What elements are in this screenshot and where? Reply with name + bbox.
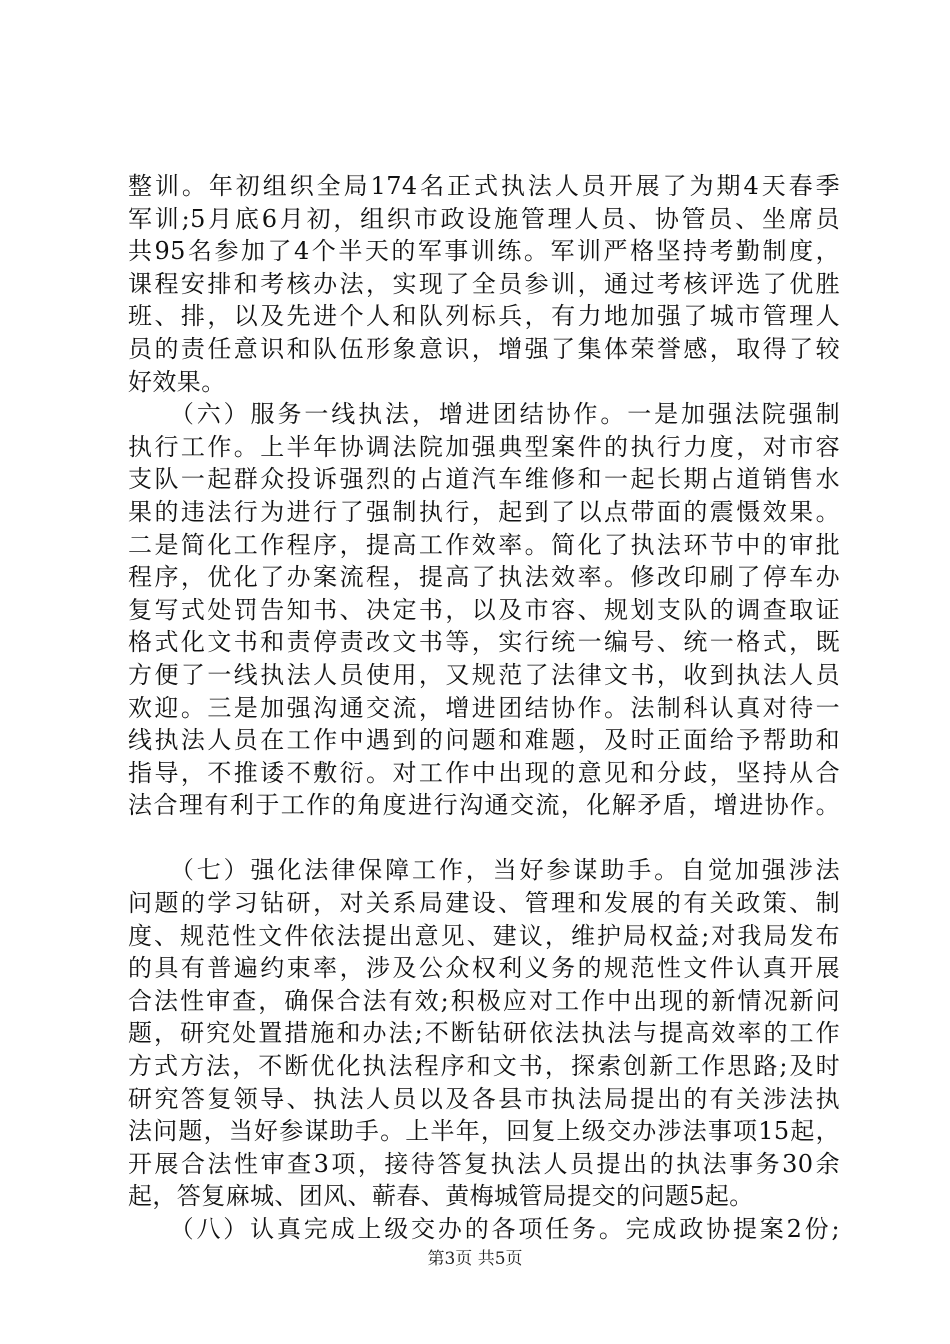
text-line: 起，答复麻城、团风、蕲春、黄梅城管局提交的问题5起。 <box>128 1182 754 1211</box>
text-line: 好效果。 <box>128 367 226 396</box>
text-line: 合法性审查，确保合法有效;积极应对工作中出现的新情况新问 <box>128 986 840 1015</box>
text-line: 果的违法行为进行了强制执行，起到了以点带面的震慑效果。 <box>128 497 840 526</box>
text-line: 班、排，以及先进个人和队列标兵，有力地加强了城市管理人 <box>128 302 840 331</box>
paragraph-block-2 <box>128 854 840 1245</box>
text-line: 共95名参加了4个半天的军事训练。军训严格坚持考勤制度， <box>128 237 840 266</box>
text-line: 格式化文书和责停责改文书等，实行统一编号、统一格式，既 <box>128 628 840 657</box>
paragraph-block-1 <box>128 170 840 822</box>
text-line: 题，研究处置措施和办法;不断钻研依法执法与提高效率的工作 <box>128 1019 840 1048</box>
text-line: 支队一起群众投诉强烈的占道汽车维修和一起长期占道销售水 <box>128 465 840 494</box>
text-line: 执行工作。上半年协调法院加强典型案件的执行力度，对市容 <box>128 432 840 461</box>
text-line: 的具有普遍约束率，涉及公众权利义务的规范性文件认真开展 <box>128 954 840 983</box>
text-line: 复写式处罚告知书、决定书，以及市容、规划支队的调查取证 <box>128 595 840 624</box>
section-heading-line: （六）服务一线执法，增进团结协作。一是加强法院强制 <box>128 400 840 429</box>
page-number: 第3页 共5页 <box>427 1249 523 1269</box>
text-line: 员的责任意识和队伍形象意识，增强了集体荣誉感，取得了较 <box>128 334 840 363</box>
text-line: 方便了一线执法人员使用，又规范了法律文书，收到执法人员 <box>128 660 840 689</box>
paragraph-gap <box>128 822 840 855</box>
document-body <box>128 170 840 1246</box>
text-line: 整训。年初组织全局174名正式执法人员开展了为期4天春季 <box>128 172 840 200</box>
text-line: 二是简化工作程序，提高工作效率。简化了执法环节中的审批 <box>128 530 840 559</box>
text-line: 程序，优化了办案流程，提高了执法效率。修改印刷了停车办 <box>128 563 840 592</box>
text-line: 指导，不推诿不敷衍。对工作中出现的意见和分歧，坚持从合 <box>128 758 840 787</box>
text-line: 方式方法，不断优化执法程序和文书，探索创新工作思路;及时 <box>128 1052 840 1081</box>
page-footer <box>0 1244 950 1269</box>
section-heading-line: （七）强化法律保障工作，当好参谋助手。自觉加强涉法 <box>128 856 840 885</box>
text-line: 开展合法性审查3项，接待答复执法人员提出的执法事务30余 <box>128 1149 840 1178</box>
text-line: 课程安排和考核办法，实现了全员参训，通过考核评选了优胜 <box>128 269 840 298</box>
text-line: 线执法人员在工作中遇到的问题和难题，及时正面给予帮助和 <box>128 726 840 755</box>
text-line: 法问题，当好参谋助手。上半年，回复上级交办涉法事项15起， <box>128 1117 840 1146</box>
section-heading-line: （八）认真完成上级交办的各项任务。完成政协提案2份; <box>128 1215 840 1243</box>
text-line: 度、规范性文件依法提出意见、建议，维护局权益;对我局发布 <box>128 921 840 950</box>
text-line: 研究答复领导、执法人员以及各县市执法局提出的有关涉法执 <box>128 1084 840 1113</box>
text-line: 欢迎。三是加强沟通交流，增进团结协作。法制科认真对待一 <box>128 693 840 722</box>
text-line: 军训;5月底6月初，组织市政设施管理人员、协管员、坐席员 <box>128 204 840 233</box>
text-line: 问题的学习钻研，对关系局建设、管理和发展的有关政策、制 <box>128 889 840 918</box>
text-line: 法合理有利于工作的角度进行沟通交流，化解矛盾，增进协作。 <box>128 791 840 820</box>
